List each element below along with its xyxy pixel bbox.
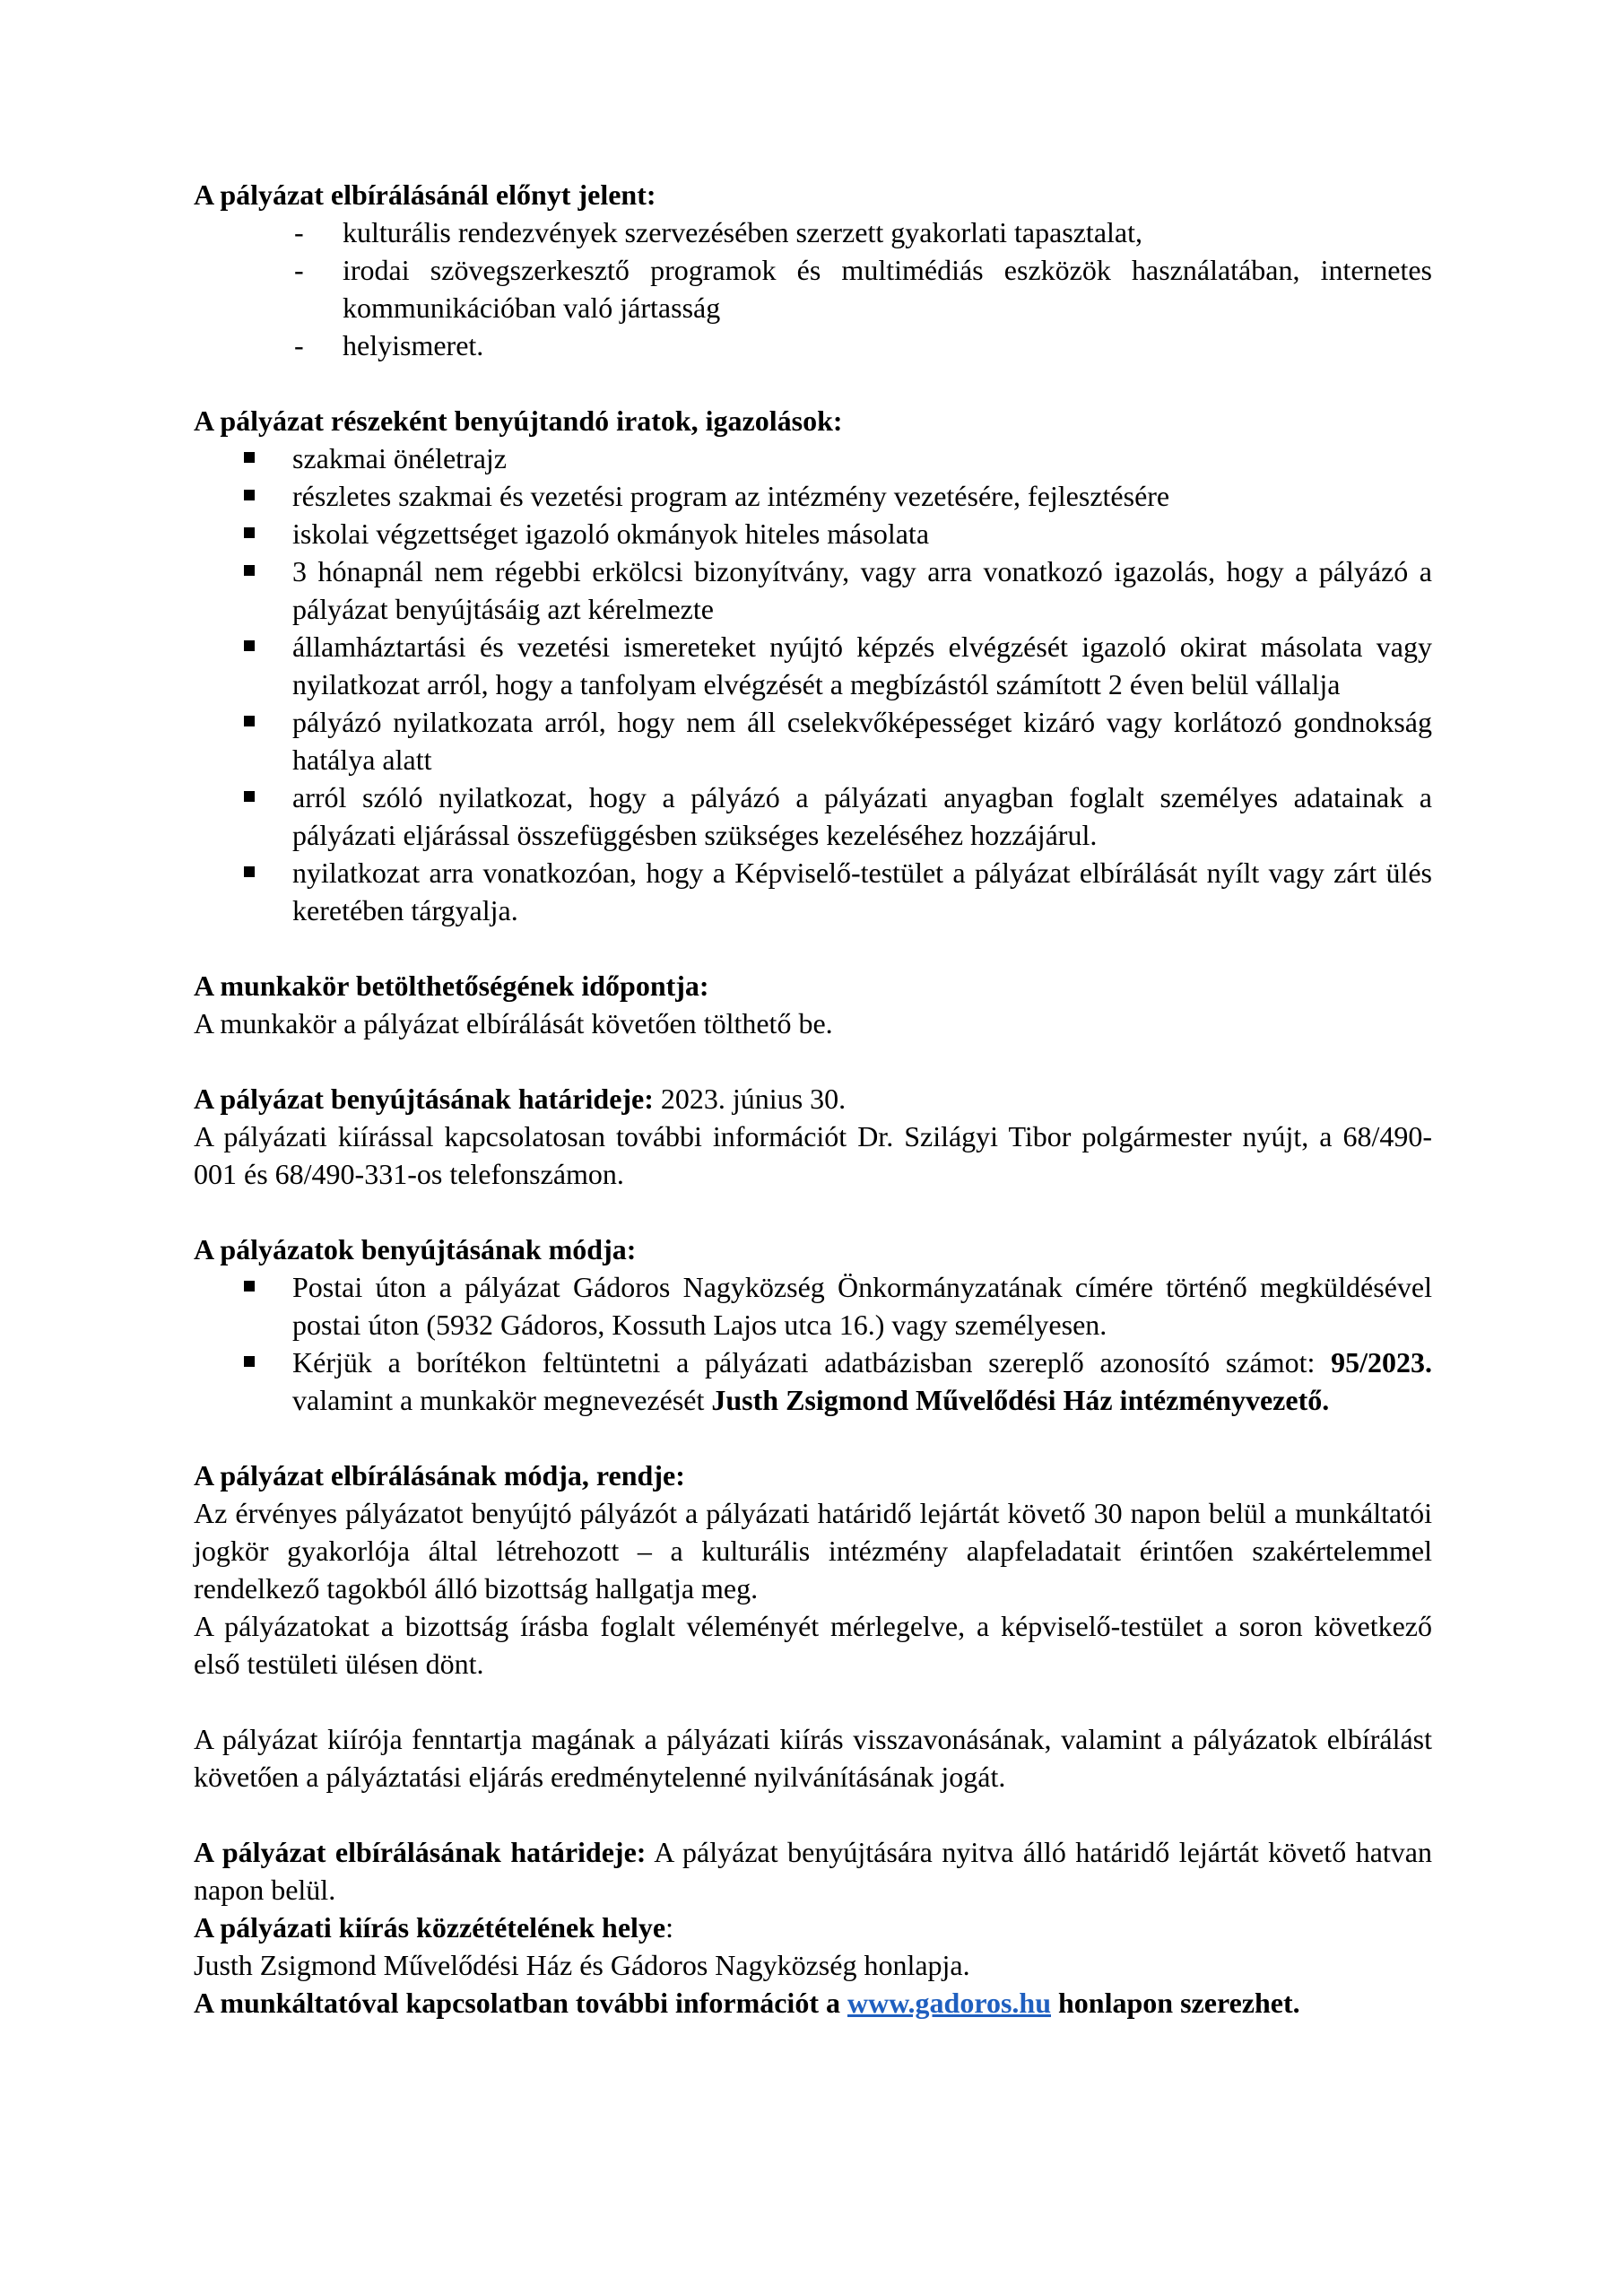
contact-line: A munkáltatóval kapcsolatban további információt a www.gadoros.hu honlapon szerezhet. [194,1987,1300,2019]
list-item: pályázó nyilatkozata arról, hogy nem áll cselekvőképességet kizáró vagy korlátozó gondnokság hatálya alatt [292,703,1432,778]
bullet-icon [244,452,255,463]
advantage-section [194,176,1432,364]
documents-heading: A pályázat részeként benyújtandó iratok, igazolások: [194,404,843,437]
submission-section [194,1231,1432,1419]
deadline-section [194,1080,1432,1193]
advantage-list [194,213,1432,364]
start-text: A munkakör a pályázat elbírálását követően tölthető be. [194,1007,833,1039]
evaluation-paragraph: A pályázatokat a bizottság írásba foglalt véleményét mérlegelve, a képviselő-testület a soron következő első testületi ülésen dönt. [194,1610,1432,1680]
bullet-icon [244,716,255,726]
list-item: államháztartási és vezetési ismereteket nyújtó képzés elvégzését igazoló okirat másolata vagy nyilatkozat arról, hogy a tanfolyam elvégzését a megbízástól számított 2 éven belül vállalja [292,628,1432,703]
list-item: Postai úton a pályázat Gádoros Nagyközség Önkormányzatának címére történő megküldésével postai úton (5932 Gádoros, Kossuth Lajos utca 16.) vagy személyesen. [292,1268,1432,1344]
list-item: - kulturális rendezvények szervezésében szerzett gyakorlati tapasztalat, [294,216,1142,248]
deadline-line: A pályázat benyújtásának határideje: 2023. június 30. [194,1083,847,1115]
submission-heading: A pályázatok benyújtásának módja: [194,1233,637,1265]
publication-text: Justh Zsigmond Művelődési Ház és Gádoros Nagyközség honlapja. [194,1949,970,1981]
eval-deadline-line: A pályázat elbírálásának határideje: A pályázat benyújtására nyitva álló határidő lejártát követő hatvan napon belül. [194,1836,1433,1906]
list-item: 3 hónapnál nem régebbi erkölcsi bizonyítvány, vagy arra vonatkozó igazolás, hogy a pályázó a pályázat benyújtásáig azt kérelmezte [292,552,1432,628]
publication-heading: A pályázati kiírás közzétételének helye: [194,1911,674,1944]
documents-list [194,439,1432,929]
list-item: - helyismeret. [294,329,484,361]
list-item: arról szóló nyilatkozat, hogy a pályázó a pályázati anyagban foglalt személyes adatainak a pályázati eljárással összefüggésben szükséges kezeléséhez hozzájárul. [292,778,1432,854]
bullet-icon [244,527,255,538]
list-item: nyilatkozat arra vonatkozóan, hogy a Képviselő-testület a pályázat elbírálását nyílt vagy zárt ülés keretében tárgyalja. [292,854,1432,929]
list-item: részletes szakmai és vezetési program az intézmény vezetésére, fejlesztésére [292,477,1432,515]
evaluation-paragraph: Az érvényes pályázatot benyújtó pályázót a pályázati határidő lejártát követő 30 napon belül a munkáltatói jogkör gyakorlója által létrehozott – a kulturális intézmény alapfeladatait érintően szakértelemmel rendelkező tagokból álló bizottság hallgatja meg. [194,1497,1432,1605]
deadline-info: A pályázati kiírással kapcsolatosan további információt Dr. Szilágyi Tibor polgármester nyújt, a 68/490-001 és 68/490-331-os telefonszámon. [194,1120,1432,1190]
bullet-icon [244,490,255,500]
bullet-icon [244,640,255,651]
bullet-icon [244,1281,255,1292]
eval-deadline-section [194,1833,1432,2022]
documents-section [194,402,1432,929]
bullet-icon [244,1356,255,1367]
start-heading: A munkakör betölthetőségének időpontja: [194,970,709,1002]
start-section [194,967,1432,1042]
bullet-icon [244,866,255,877]
list-item: - irodai szövegszerkesztő programok és multimédiás eszközök használatában, internetes kommunikációban való jártasság [294,254,1432,324]
evaluation-section [194,1457,1432,1796]
bullet-icon [244,565,255,576]
list-item: iskolai végzettséget igazoló okmányok hiteles másolata [292,515,1432,552]
advantage-heading: A pályázat elbírálásánál előnyt jelent: [194,178,656,211]
website-link[interactable]: www.gadoros.hu [847,1987,1051,2019]
bullet-icon [244,791,255,802]
list-item: Kérjük a borítékon feltüntetni a pályázati adatbázisban szereplő azonosító számot: 95/2023. valamint a munkakör megnevezését Justh Zsigmond Művelődési Ház intézményvezető. [292,1344,1432,1419]
submission-list [194,1268,1432,1419]
list-item: szakmai önéletrajz [292,439,1432,477]
evaluation-paragraph: A pályázat kiírója fenntartja magának a pályázati kiírás visszavonásának, valamint a pályázatok elbírálást követően a pályáztatási eljárás eredménytelenné nyilvánításának jogát. [194,1723,1432,1793]
evaluation-heading: A pályázat elbírálásának módja, rendje: [194,1459,685,1492]
